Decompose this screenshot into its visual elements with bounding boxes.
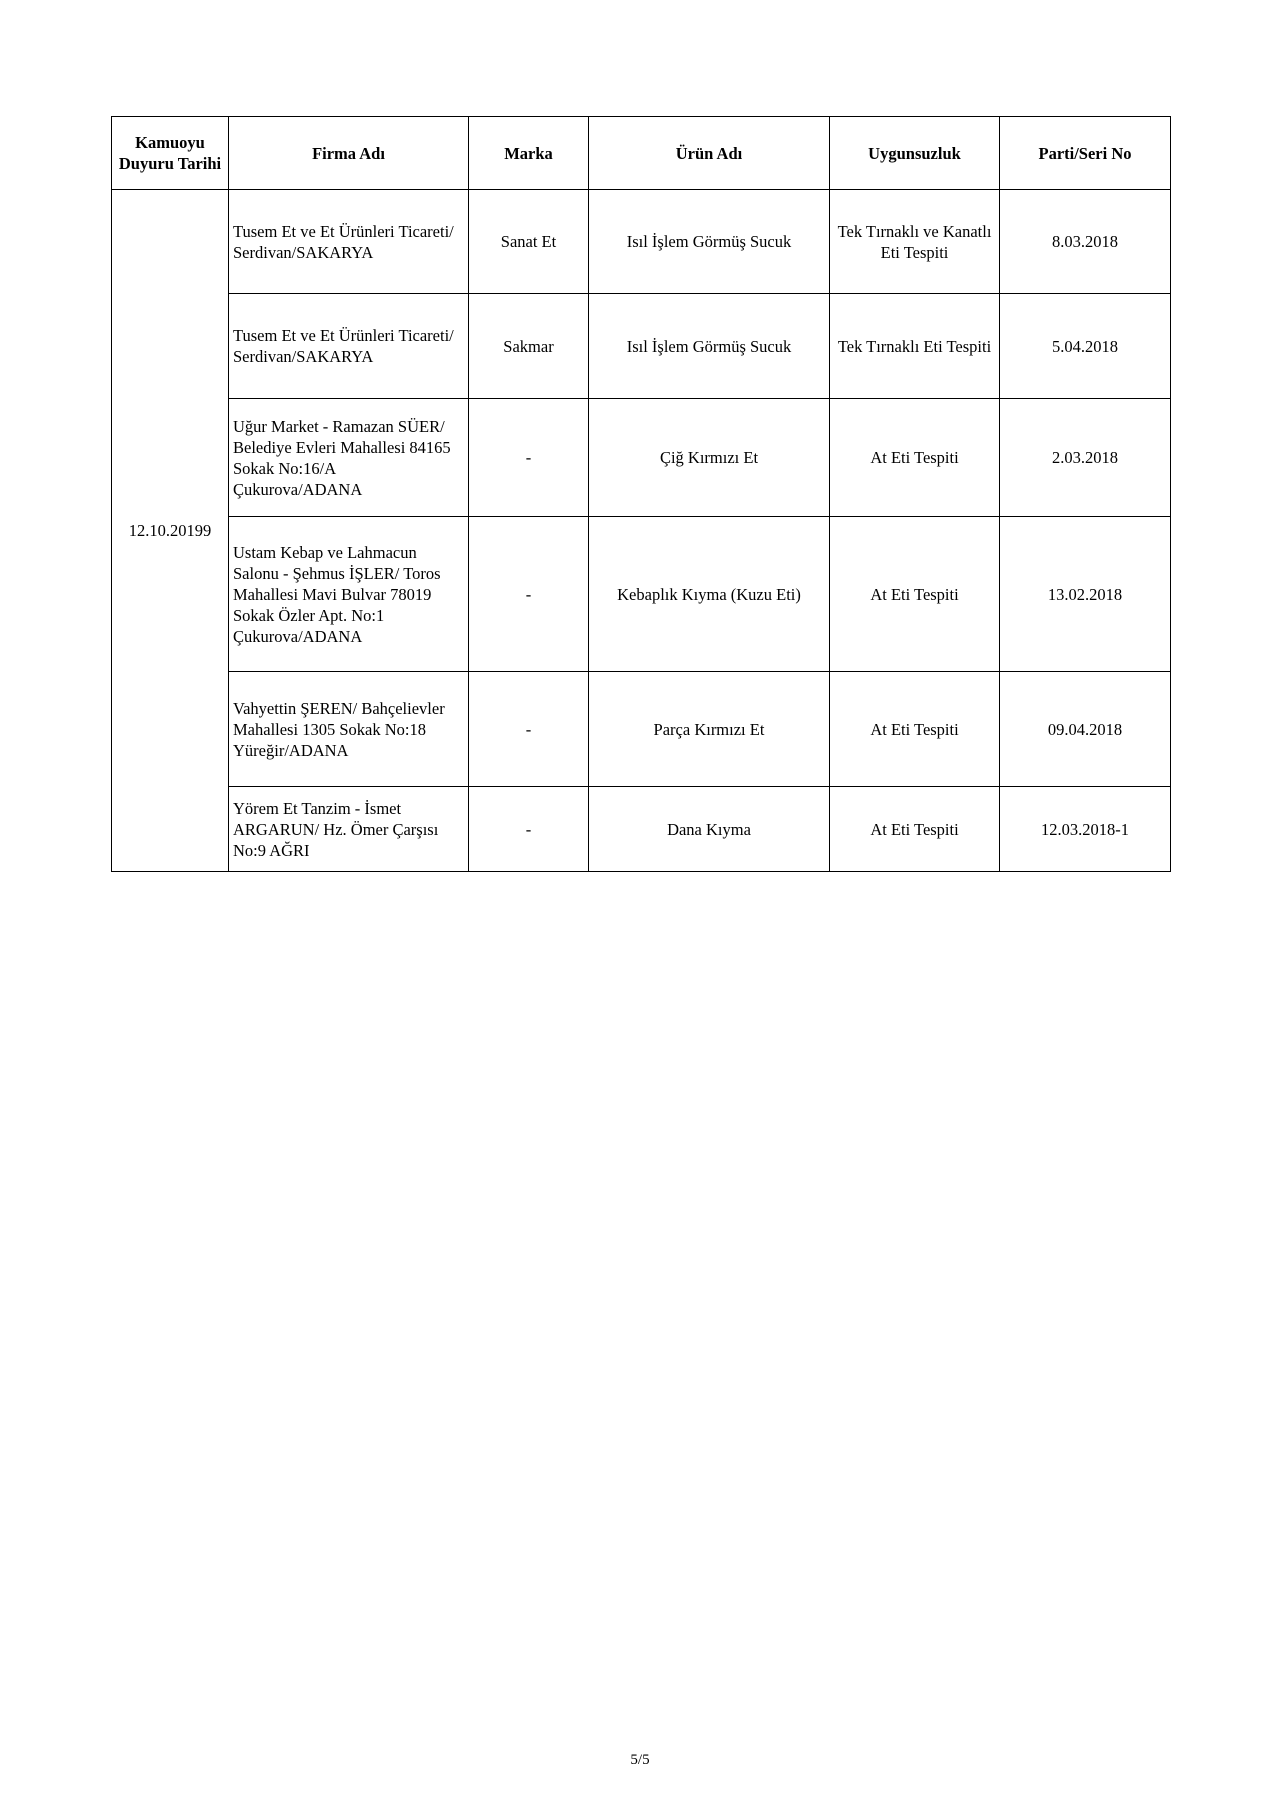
table-row (112, 294, 1171, 399)
firm-cell: Uğur Market - Ramazan SÜER/ Belediye Evleri Mahallesi 84165 Sokak No:16/A Çukurova/ADANA (229, 399, 469, 517)
announcement-date-cell: 12.10.20199 (112, 190, 229, 872)
nonconformity-cell: At Eti Tespiti (830, 399, 1000, 517)
recall-table (111, 116, 1171, 872)
product-cell: Isıl İşlem Görmüş Sucuk (589, 190, 830, 294)
brand-cell: - (469, 787, 589, 872)
nonconformity-cell: At Eti Tespiti (830, 672, 1000, 787)
table-row (112, 399, 1171, 517)
header-firm-name: Firma Adı (229, 117, 469, 190)
table-row (112, 517, 1171, 672)
page-number: 5/5 (630, 1752, 650, 1768)
brand-cell: Sanat Et (469, 190, 589, 294)
brand-cell: - (469, 399, 589, 517)
table-header-row (112, 117, 1171, 190)
product-cell: Çiğ Kırmızı Et (589, 399, 830, 517)
batch-cell: 09.04.2018 (1000, 672, 1171, 787)
header-announcement-date: Kamuoyu Duyuru Tarihi (112, 117, 229, 190)
table-row (112, 672, 1171, 787)
firm-cell: Yörem Et Tanzim - İsmet ARGARUN/ Hz. Ömer Çarşısı No:9 AĞRI (229, 787, 469, 872)
brand-cell: - (469, 672, 589, 787)
nonconformity-cell: Tek Tırnaklı Eti Tespiti (830, 294, 1000, 399)
batch-cell: 5.04.2018 (1000, 294, 1171, 399)
header-product-name: Ürün Adı (589, 117, 830, 190)
table-row (112, 190, 1171, 294)
product-cell: Parça Kırmızı Et (589, 672, 830, 787)
batch-cell: 8.03.2018 (1000, 190, 1171, 294)
header-nonconformity: Uygunsuzluk (830, 117, 1000, 190)
firm-cell: Ustam Kebap ve Lahmacun Salonu - Şehmus İŞLER/ Toros Mahallesi Mavi Bulvar 78019 Sokak Özler Apt. No:1 Çukurova/ADANA (229, 517, 469, 672)
batch-cell: 12.03.2018-1 (1000, 787, 1171, 872)
product-cell: Isıl İşlem Görmüş Sucuk (589, 294, 830, 399)
batch-cell: 2.03.2018 (1000, 399, 1171, 517)
product-cell: Kebaplık Kıyma (Kuzu Eti) (589, 517, 830, 672)
firm-cell: Vahyettin ŞEREN/ Bahçelievler Mahallesi 1305 Sokak No:18 Yüreğir/ADANA (229, 672, 469, 787)
header-brand: Marka (469, 117, 589, 190)
brand-cell: Sakmar (469, 294, 589, 399)
batch-cell: 13.02.2018 (1000, 517, 1171, 672)
firm-cell: Tusem Et ve Et Ürünleri Ticareti/ Serdivan/SAKARYA (229, 190, 469, 294)
product-cell: Dana Kıyma (589, 787, 830, 872)
nonconformity-cell: At Eti Tespiti (830, 517, 1000, 672)
table-row (112, 787, 1171, 872)
header-batch-number: Parti/Seri No (1000, 117, 1171, 190)
brand-cell: - (469, 517, 589, 672)
nonconformity-cell: Tek Tırnaklı ve Kanatlı Eti Tespiti (830, 190, 1000, 294)
firm-cell: Tusem Et ve Et Ürünleri Ticareti/ Serdivan/SAKARYA (229, 294, 469, 399)
nonconformity-cell: At Eti Tespiti (830, 787, 1000, 872)
